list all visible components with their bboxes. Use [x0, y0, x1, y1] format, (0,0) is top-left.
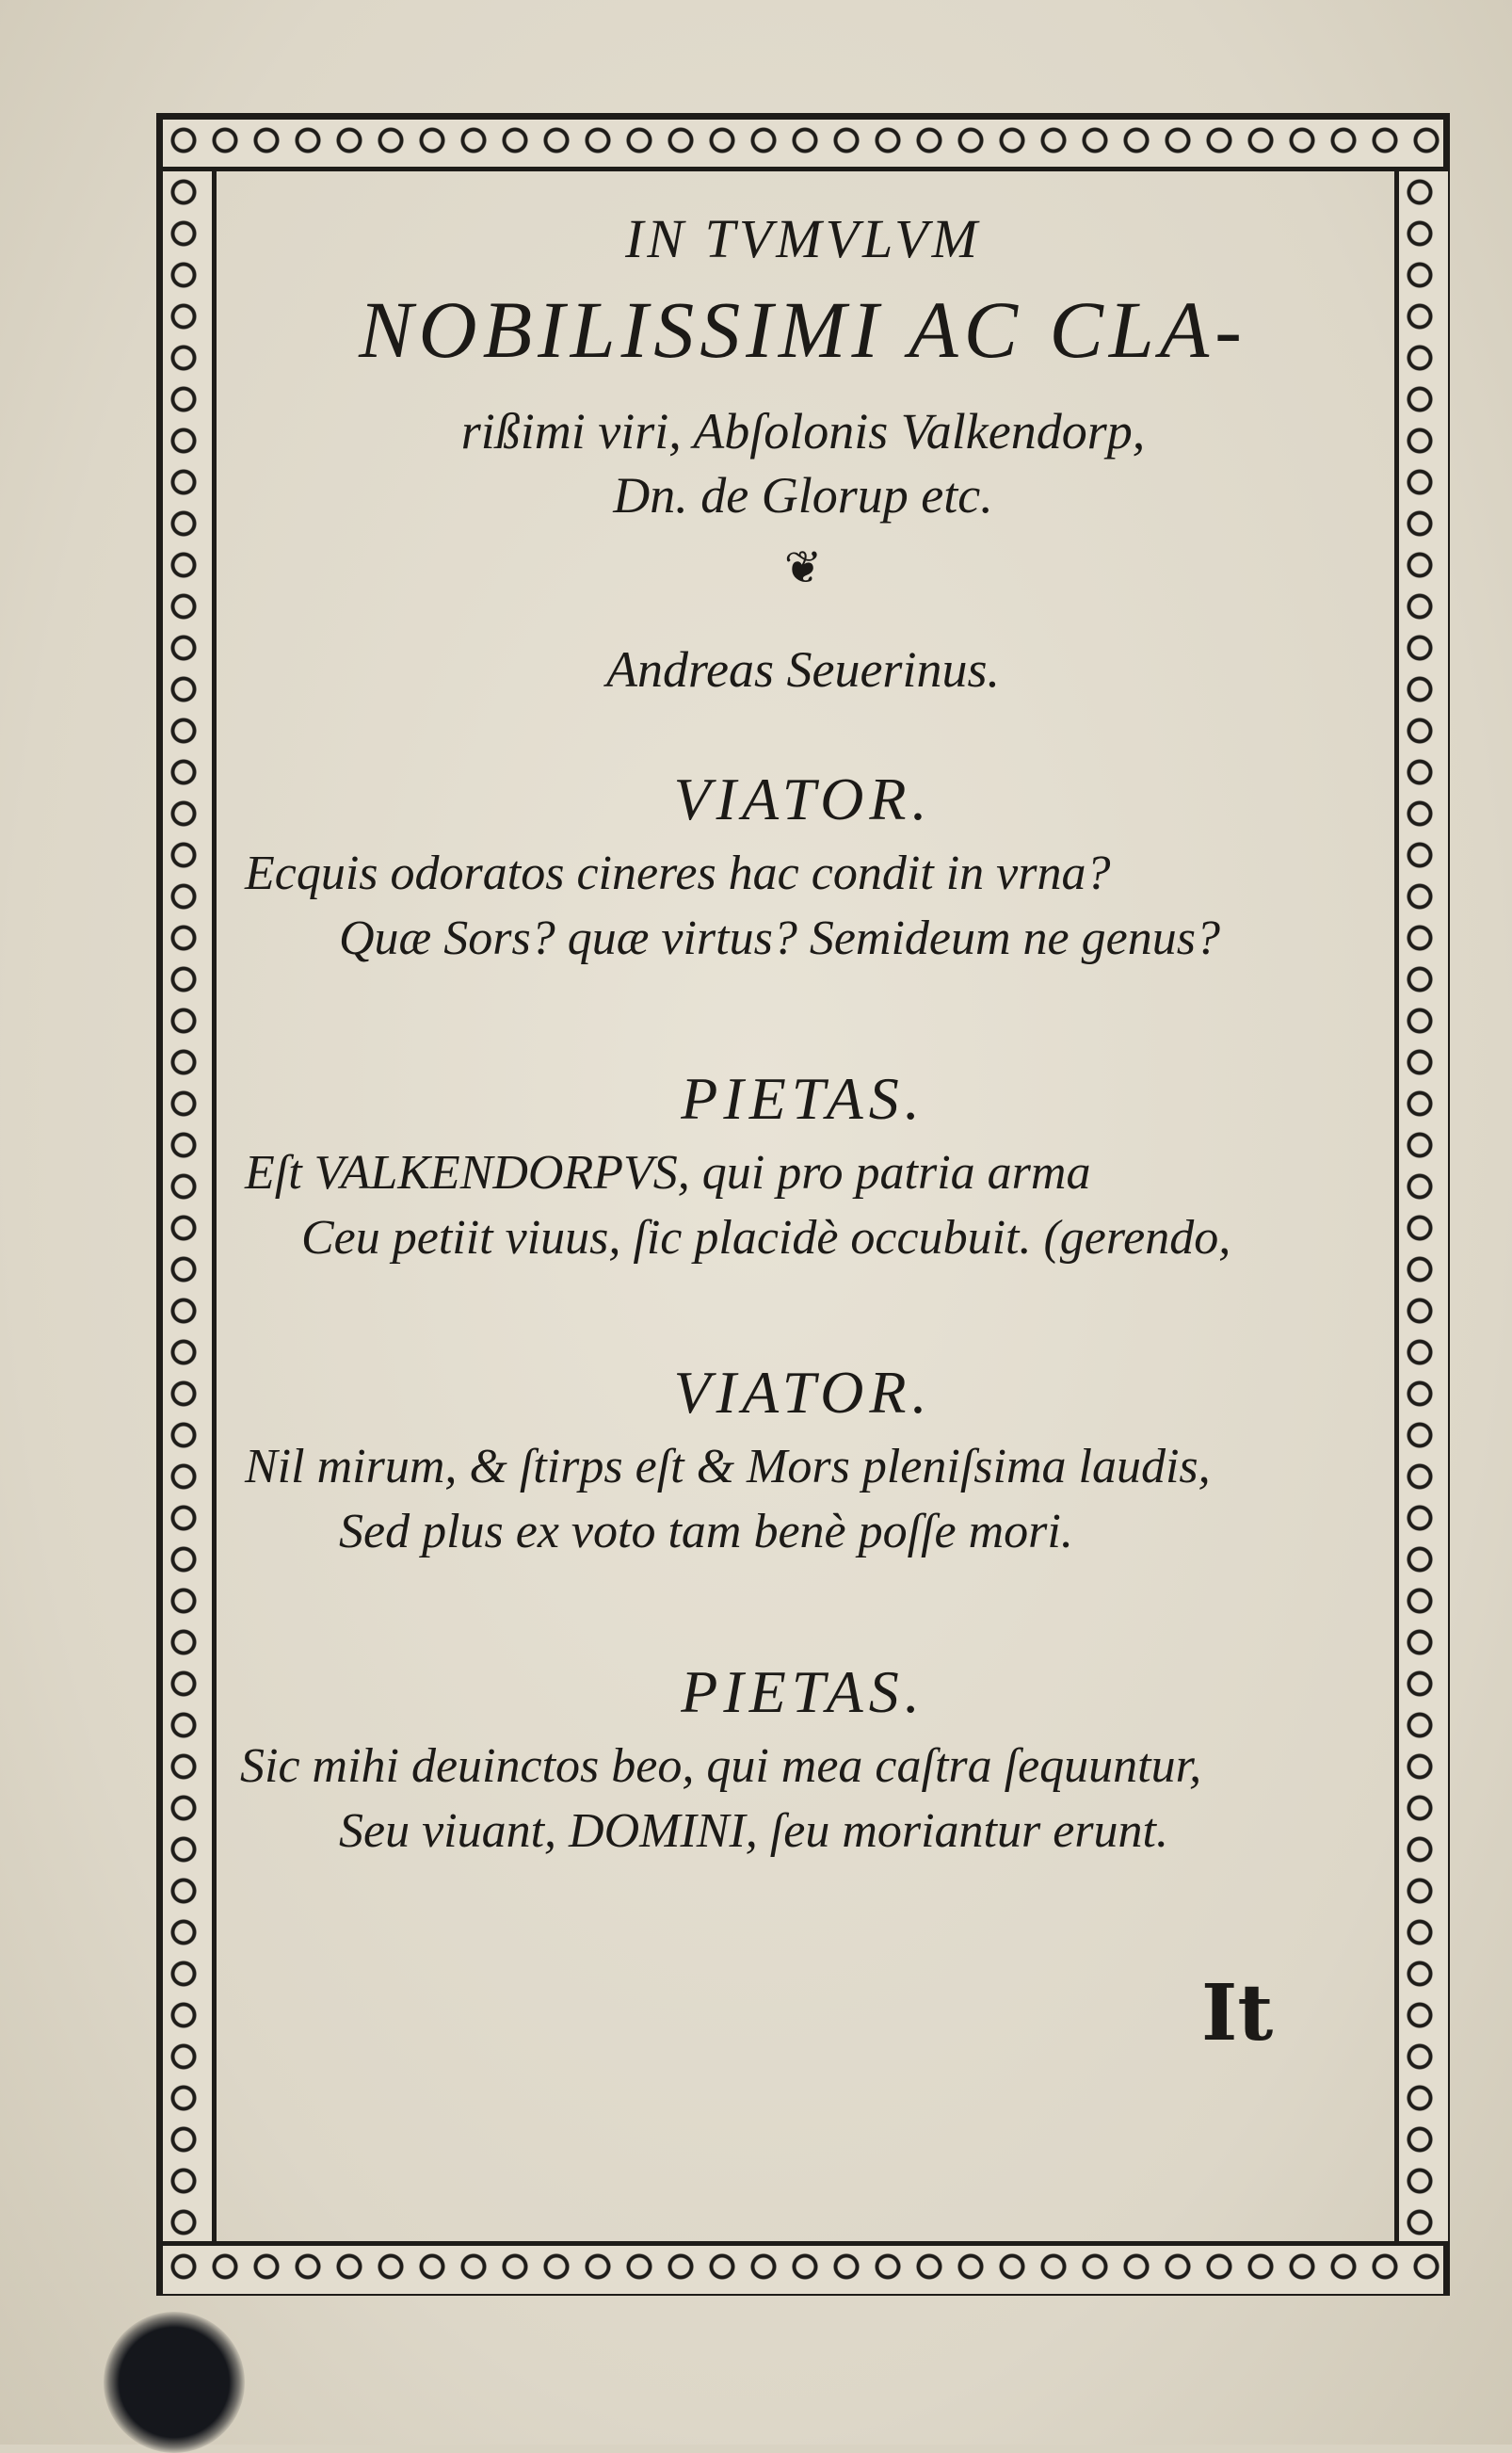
verse-line: Quæ Sors? quæ virtus? Semideum ne genus?: [339, 912, 1220, 965]
title-line-4: Dn. de Glorup etc.: [613, 467, 993, 524]
frame-border-bottom: [163, 2241, 1443, 2294]
verse-line: Ceu petiit viuus, ſic placidè occubuit. (gerendo,: [301, 1211, 1231, 1265]
speaker-viator-1: VIATOR.: [673, 766, 933, 832]
verse-line: Sic mihi deuinctos beo, qui mea caſtra ſequuntur,: [240, 1739, 1202, 1793]
title-line-2: NOBILISSIMI AC CLA-: [359, 284, 1247, 375]
frame-border-top: [163, 120, 1443, 171]
verse-line: Ecquis odoratos cineres hac condit in vrna?: [245, 847, 1111, 900]
fleuron-icon: ❦: [783, 543, 823, 593]
frame-border-right: [1394, 171, 1448, 2241]
text-block: [217, 171, 1390, 2241]
frame-border-left: [163, 171, 217, 2241]
catchword: It: [1201, 1968, 1274, 2058]
ink-stain: [104, 2312, 245, 2453]
verse-line: Sed plus ex voto tam benè poſſe mori.: [339, 1505, 1073, 1558]
verse-line: Nil mirum, & ſtirps eſt & Mors pleniſsima laudis,: [245, 1440, 1211, 1493]
speaker-viator-2: VIATOR.: [673, 1359, 933, 1426]
verse-line: Seu viuant, DOMINI, ſeu moriantur erunt.: [339, 1804, 1169, 1858]
speaker-pietas-2: PIETAS.: [681, 1658, 925, 1725]
author: Andreas Seuerinus.: [606, 641, 1000, 698]
title-line-3: rißimi viri, Abſolonis Valkendorp,: [460, 403, 1146, 460]
speaker-pietas-1: PIETAS.: [681, 1065, 925, 1132]
verse-line: Eſt VALKENDORPVS, qui pro patria arma: [245, 1146, 1091, 1200]
title-line-1: IN TVMVLVM: [625, 208, 981, 269]
